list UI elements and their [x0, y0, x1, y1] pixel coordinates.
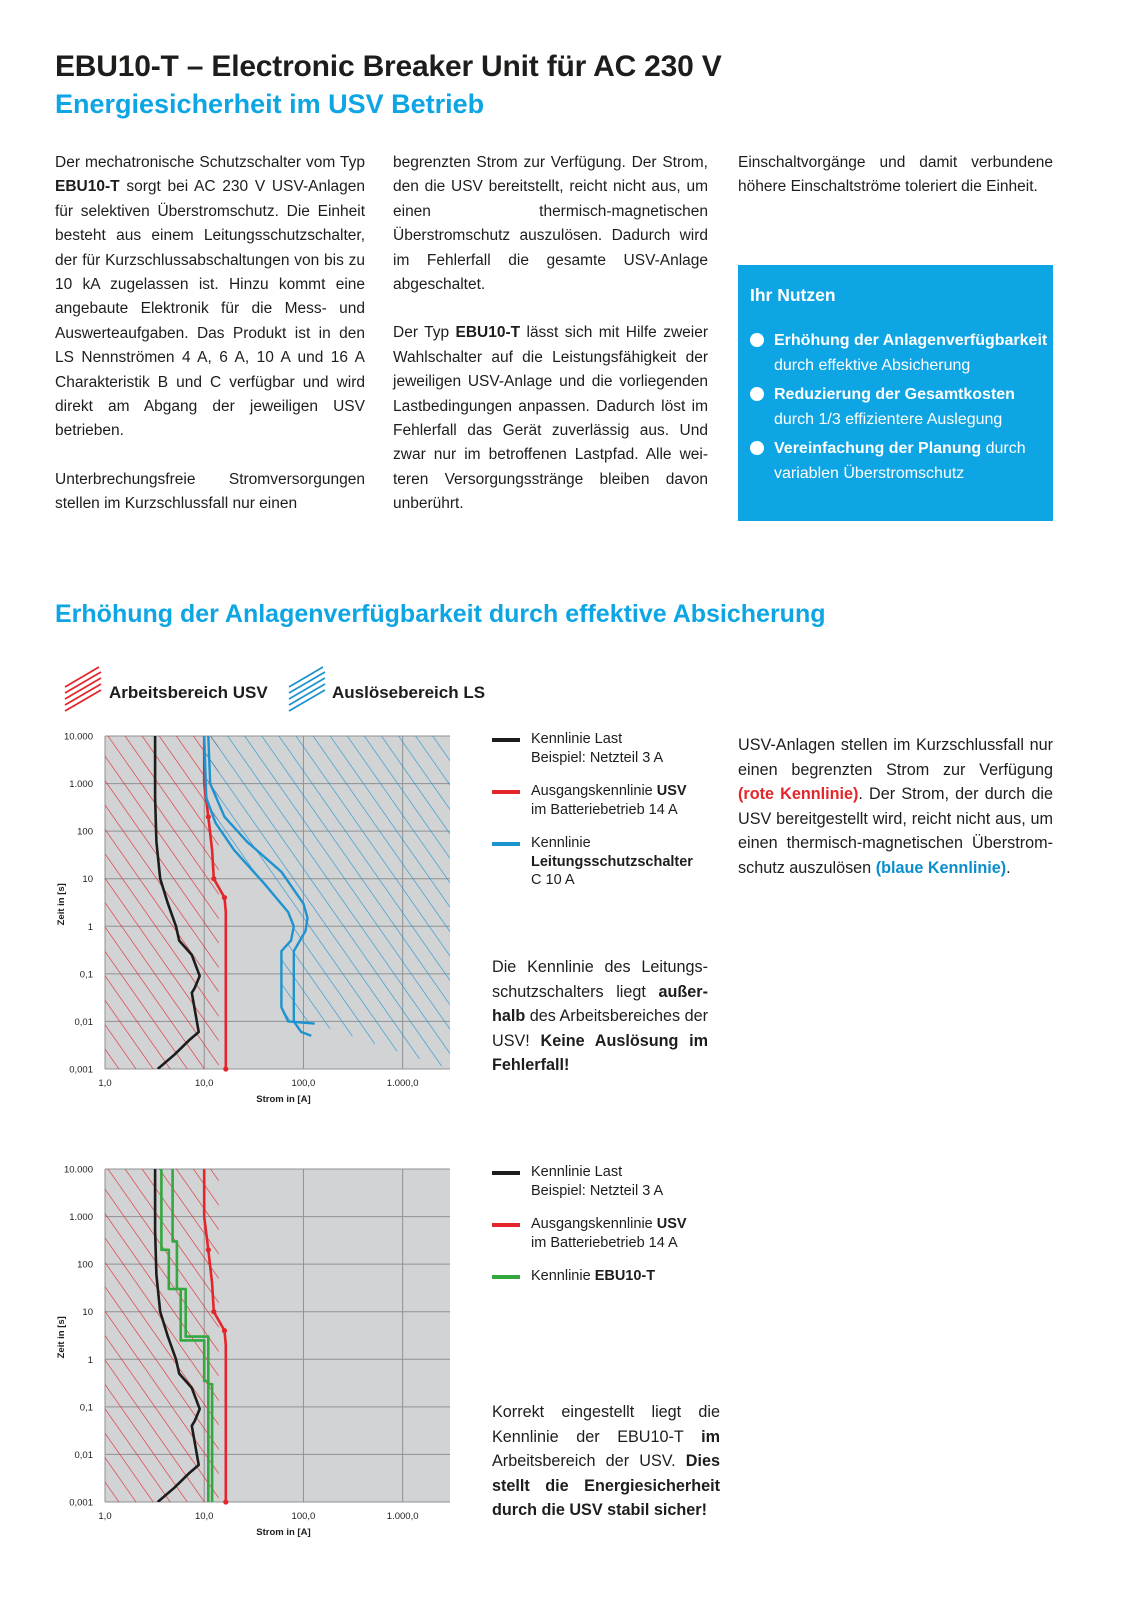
y-tick-label: 0,001 — [69, 1064, 93, 1076]
benefit-text: durch 1/3 effizientere Auslegung — [774, 411, 1003, 428]
x-tick-label: 1,0 — [98, 1511, 112, 1522]
x-tick-label: 100,0 — [291, 1078, 316, 1089]
legend-text: im Batteriebetrieb 14 A — [531, 801, 678, 818]
y-tick-label: 100 — [77, 826, 93, 838]
intro-column-3 — [738, 151, 1053, 224]
chart1-note — [492, 955, 708, 1078]
y-tick-label: 1.000 — [69, 1212, 93, 1224]
legend-text: Kennlinie Last — [531, 1164, 623, 1180]
y-tick-label: 0,1 — [79, 969, 93, 981]
y-tick-label: 10 — [82, 1307, 93, 1319]
legend-swatch — [492, 1223, 520, 1227]
x-tick-label: 1,0 — [98, 1078, 112, 1089]
benefits-title: Ihr Nutzen — [750, 285, 836, 305]
x-tick-label: 100,0 — [291, 1511, 316, 1522]
page-title: EBU10-T – Electronic Breaker Unit für AC 230 V — [55, 50, 722, 83]
legend-text: Beispiel: Netzteil 3 A — [531, 749, 664, 766]
text: Der mechatronische Schutzschalter vom Typ — [55, 154, 365, 171]
hatch-blue-icon — [287, 665, 327, 713]
y-tick-label: 0,001 — [69, 1497, 93, 1509]
legend-text: C 10 A — [531, 872, 575, 888]
legend-swatch — [492, 738, 520, 742]
y-tick-label: 10 — [82, 874, 93, 886]
legend-text: Kennlinie — [531, 1268, 595, 1284]
series-red-point — [206, 814, 211, 819]
series-red-point — [211, 876, 216, 881]
y-tick-label: 1 — [87, 1354, 93, 1366]
trip-chart-ls — [50, 727, 470, 1120]
note-text: Die Kennlinie des Leitungsschutzschalters liegt — [492, 958, 708, 1001]
note-text: Keine Auslösung im Fehlerfall! — [492, 1031, 709, 1075]
note-text: (blaue Kennlinie) — [875, 858, 1007, 877]
legend-text: Leitungsschutzschalter — [531, 853, 693, 870]
x-tick-label: 10,0 — [194, 1511, 214, 1522]
y-tick-label: 0,1 — [79, 1402, 93, 1414]
y-tick-label: 0,01 — [74, 1016, 93, 1028]
bullet-icon — [750, 441, 764, 455]
page-subtitle: Energiesicherheit im USV Betrieb — [55, 89, 485, 119]
product-name: EBU10-T — [55, 178, 120, 196]
chart2-note — [492, 1400, 720, 1523]
y-axis-label: Zeit in [s] — [56, 883, 67, 926]
side-note — [738, 733, 1053, 881]
series-red-point — [211, 1309, 216, 1314]
note-text: Korrekt eingestellt liegt die Kennlinie der EBU10-T — [492, 1403, 720, 1446]
bullet-icon — [750, 333, 764, 347]
x-tick-label: 10,0 — [194, 1078, 214, 1089]
series-red-point — [206, 1247, 211, 1252]
intro-paragraph: begrenzten Strom zur Verfügung. Der Strom, den die USV bereitstellt, reicht nicht aus, um einen thermisch-magnetischen Überstromschutz auszulösen. Dadurch wird im Fehlerfall die gesamte USV-Anlage abgeschaltet. — [393, 154, 708, 294]
note-text: . Der Strom, der durch die USV bereitgestellt wird, reicht nicht aus, um einen thermisch-magnetischen Überstromschutz auszulösen — [738, 785, 1053, 877]
y-tick-label: 1.000 — [69, 779, 93, 791]
hatch-red-icon — [63, 665, 103, 713]
benefit-bold: Vereinfachung der Planung — [774, 440, 982, 457]
benefits-list — [750, 328, 1050, 490]
text: sorgt bei AC 230 V USV-Anlagen für selektiven Überstromschutz. Die Einheit besteht aus einem Leitungsschutzschalter, der für Kurzschlussabschaltungen von bis zu 10 kA zugelassen ist. Hinzu kommt eine angebaute Elektronik für die Mess- und Auswerteaufgaben. Das Produkt ist in den LS Nennströmen 4 A, 6 A, 10 A und 16 A Charakteristik B und C verfügbar und wird direkt am Abgang der jeweiligen USV betrieben. — [55, 178, 365, 440]
x-axis-label: Strom in [A] — [256, 1094, 311, 1105]
series-red-point — [223, 1066, 228, 1071]
y-tick-label: 10.000 — [63, 731, 93, 743]
legend-text: Ausgangskennlinie — [531, 783, 657, 799]
benefit-text: durch effektive Absicherung — [774, 357, 971, 374]
intro-paragraph — [393, 321, 708, 516]
legend-text: USV — [656, 1216, 687, 1232]
product-name: EBU10-T — [455, 324, 521, 342]
legend-text: USV — [656, 783, 687, 799]
plot-area — [105, 1169, 226, 1502]
legend-swatch — [492, 842, 520, 846]
intro-paragraph: Einschaltvorgänge und damit verbundene höhere Einschaltströme toleriert die Einheit. — [738, 154, 1053, 196]
legend-swatch — [492, 790, 520, 794]
note-text: . — [1006, 858, 1011, 877]
text: lässt sich mit Hilfe zweier Wahlschalter auf die Leistungsfähigkeit der jeweiligen USV-Anlage und die vorliegenden Lastbedingungen anpassen. Dadurch löst im Fehlerfall das Gerät zuverlässig aus. Und zwar nur im betroffenen Lastpfad. Alle weiteren Versorgungsstränge bleiben davon unberührt. — [393, 324, 708, 513]
legend-text: EBU10-T — [594, 1268, 656, 1284]
legend-usv-label: Arbeitsbereich USV — [109, 683, 268, 702]
intro-paragraph: Unterbrechungsfreie Stromversorgungen stellen im Kurzschlussfall nur einen — [55, 470, 365, 513]
series-red-point — [222, 895, 227, 900]
benefit-item — [750, 328, 1050, 378]
benefit-item — [750, 436, 1050, 486]
legend-text: Ausgangskennlinie — [531, 1216, 657, 1232]
y-tick-label: 1 — [87, 921, 93, 933]
note-text: außerhalb — [492, 982, 708, 1026]
note-text: (rote Kennlinie) — [738, 785, 859, 804]
x-axis-label: Strom in [A] — [256, 1527, 311, 1538]
benefits-box — [738, 265, 1053, 521]
intro-column-1 — [55, 151, 365, 541]
legend-text: Beispiel: Netzteil 3 A — [531, 1182, 664, 1199]
trip-chart-ebu — [50, 1160, 470, 1553]
note-text: Dies stellt die Energiesicherheit durch die USV stabil sicher! — [492, 1452, 720, 1520]
y-tick-label: 0,01 — [74, 1449, 93, 1461]
legend-swatch — [492, 1171, 520, 1175]
legend-text: im Batteriebetrieb 14 A — [531, 1234, 678, 1251]
legend-swatch — [492, 1275, 520, 1279]
series-red-point — [223, 1499, 228, 1504]
note-text: Arbeitsbereich der USV. — [492, 1452, 686, 1471]
benefit-bold: Reduzierung der Gesamtkosten — [774, 386, 1015, 403]
benefit-item — [750, 382, 1050, 432]
intro-column-2 — [393, 151, 708, 541]
note-text: des Arbeitsbereiches der USV! — [492, 1007, 708, 1050]
y-tick-label: 10.000 — [63, 1164, 93, 1176]
benefit-bold: Erhöhung der Anlagenverfügbarkeit — [774, 332, 1048, 349]
bullet-icon — [750, 387, 764, 401]
text: Der Typ — [393, 324, 456, 342]
x-tick-label: 1.000,0 — [386, 1078, 419, 1089]
legend-text: Kennlinie Last — [531, 731, 623, 747]
section-title: Erhöhung der Anlagenverfügbarkeit durch effektive Absicherung — [55, 600, 826, 628]
note-text: im — [701, 1427, 720, 1446]
legend-text: Kennlinie — [531, 835, 591, 851]
y-axis-label: Zeit in [s] — [56, 1316, 67, 1359]
note-text: USV-Anlagen stellen im Kurzschlussfall nur einen begrenzten Strom zur Verfügung — [738, 736, 1053, 779]
benefit-text: durch variablen Überstromschutz — [774, 440, 1026, 482]
y-tick-label: 100 — [77, 1259, 93, 1271]
intro-paragraph — [55, 151, 365, 444]
x-tick-label: 1.000,0 — [386, 1511, 419, 1522]
series-red-point — [222, 1328, 227, 1333]
legend-ls-label: Auslösebereich LS — [332, 683, 486, 702]
region-usv-hatch — [105, 736, 219, 1069]
